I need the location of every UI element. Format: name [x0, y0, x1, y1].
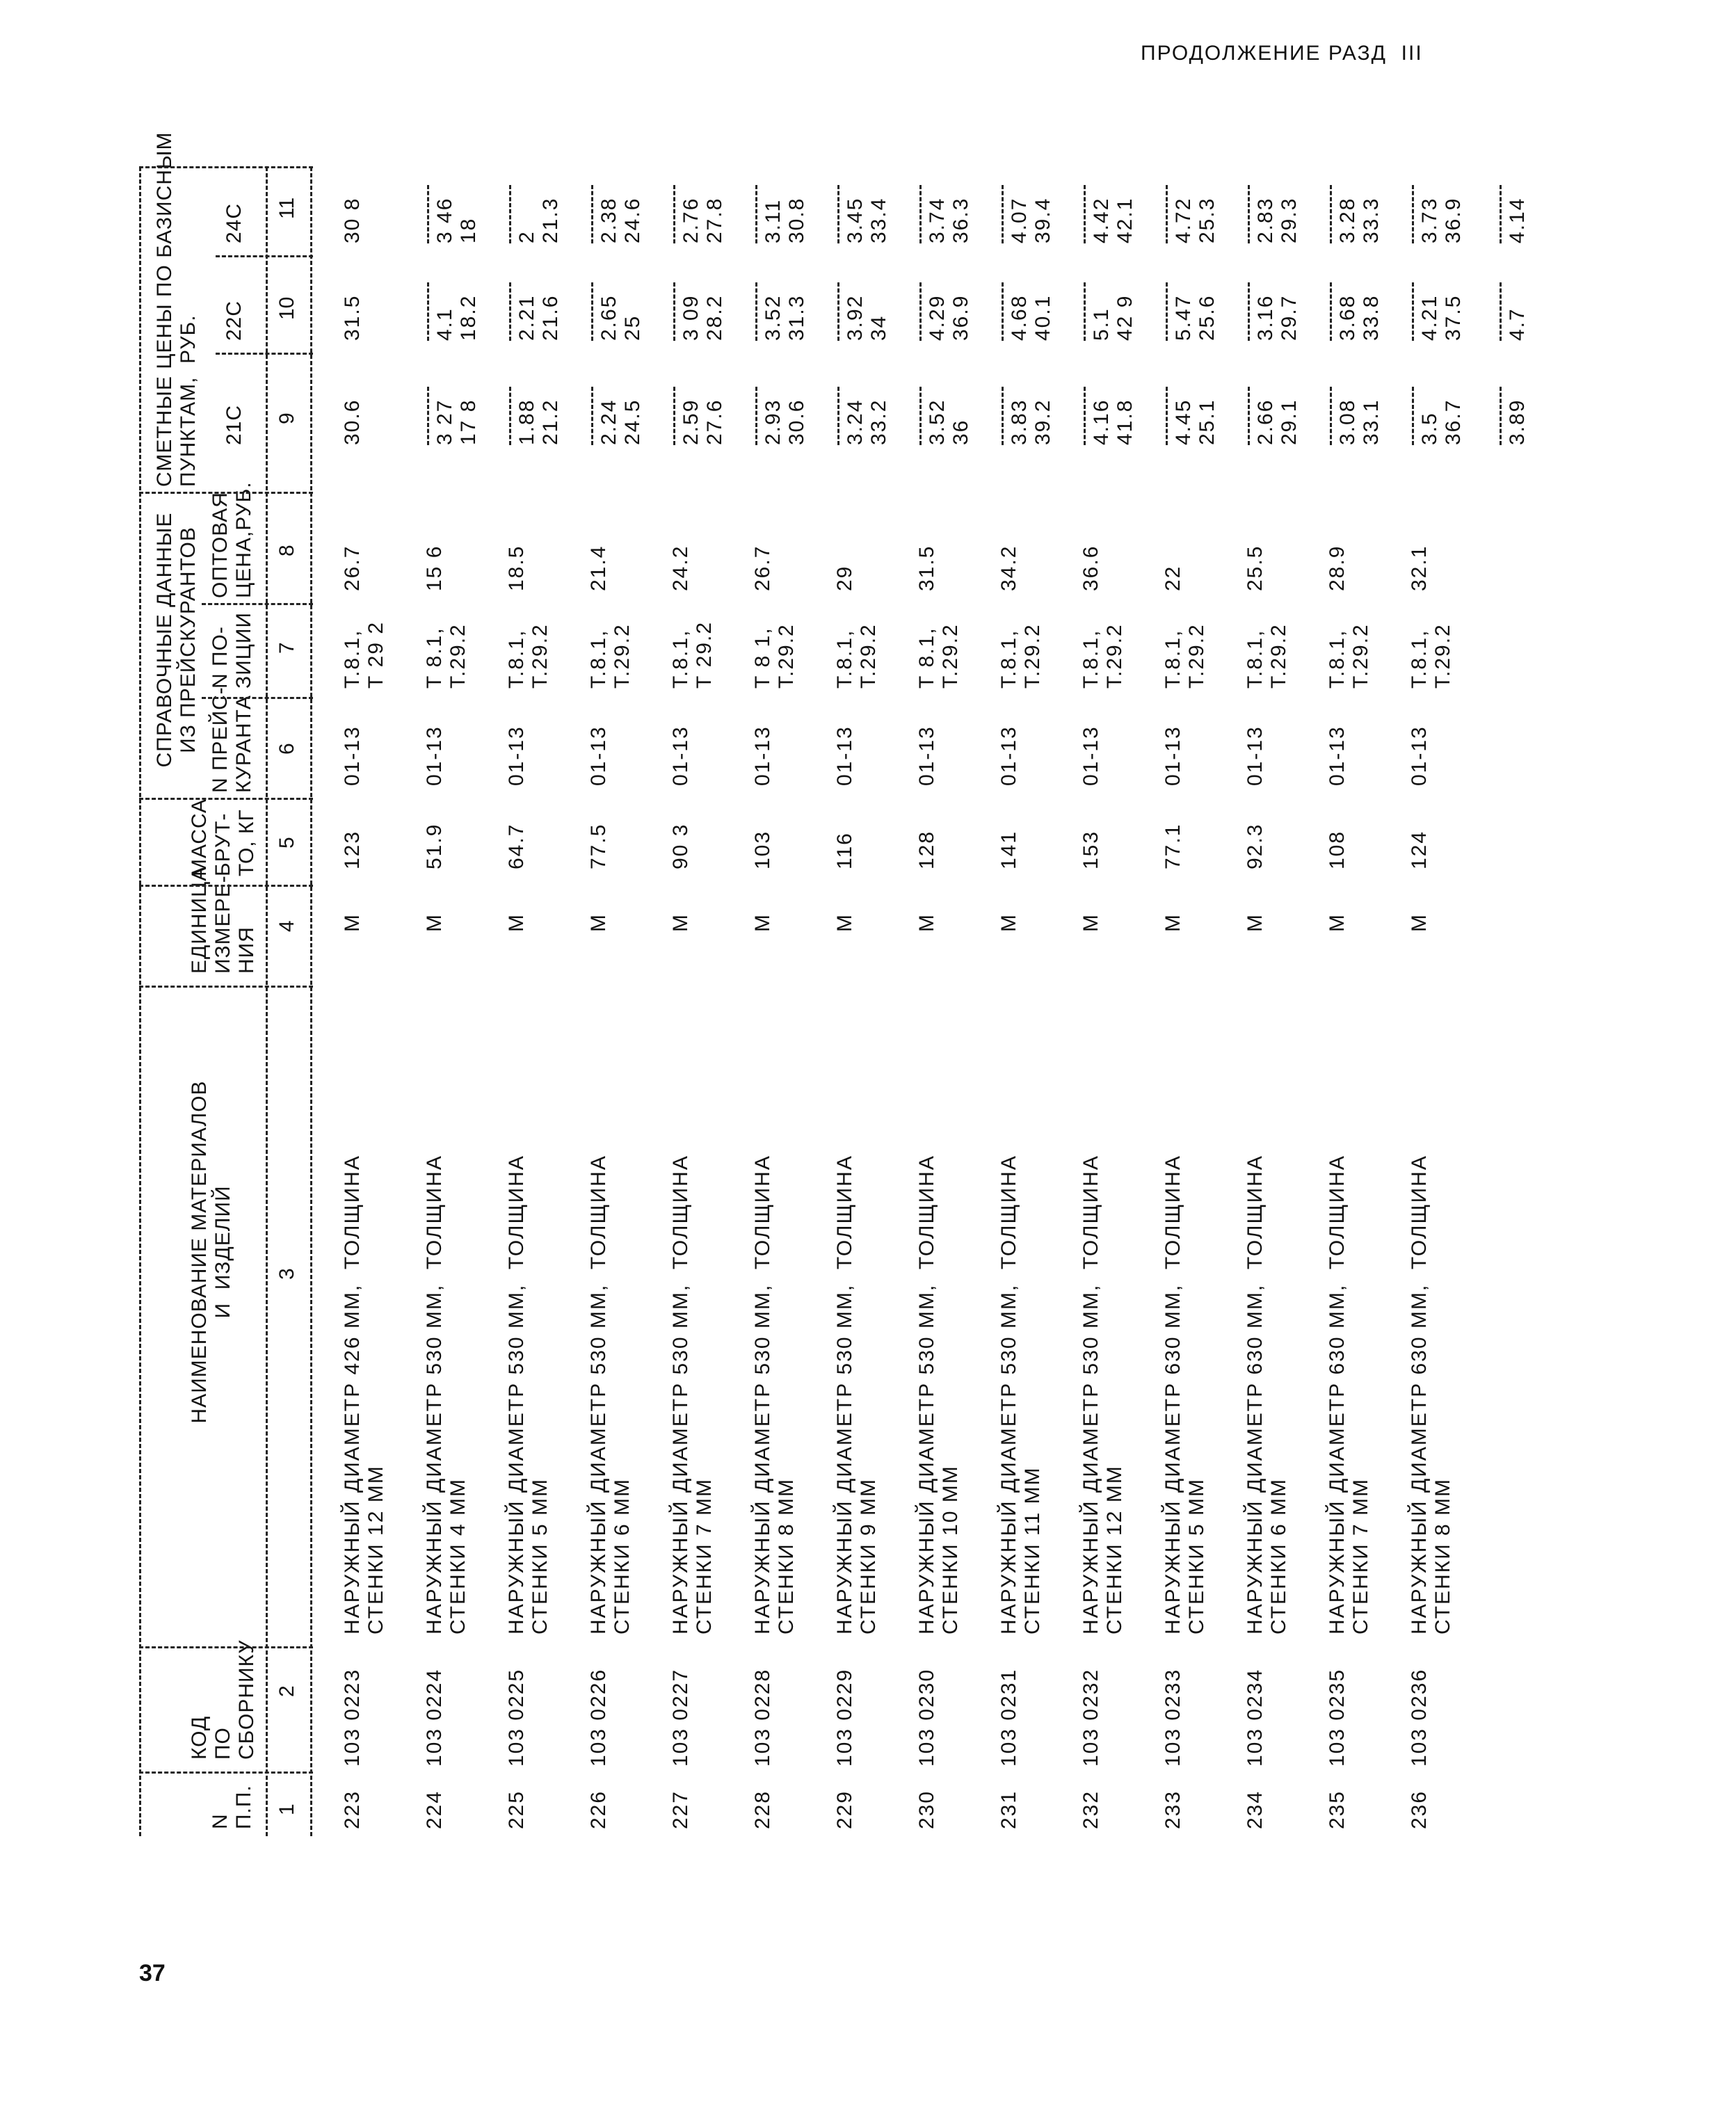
- colnum-5: 5: [275, 837, 298, 849]
- separator: [139, 798, 313, 800]
- row-price-21c: 4.45 25.1: [1162, 369, 1219, 445]
- row-unit: М: [1408, 913, 1431, 932]
- row-unit: М: [1244, 913, 1267, 932]
- header-wholesale: ОПТОВАЯ ЦЕНА,РУБ.: [209, 481, 255, 598]
- row-price-24c: 30 8: [341, 197, 364, 243]
- row-number: 225: [505, 1790, 528, 1829]
- row-unit: М: [587, 913, 610, 932]
- colnum-4: 4: [275, 920, 298, 932]
- separator: [216, 255, 313, 257]
- table-row: [833, 167, 914, 1836]
- row-wholesale: 22: [1162, 565, 1184, 591]
- table-row: [587, 167, 668, 1836]
- trailing-24c: 4.14: [1495, 167, 1529, 243]
- row-mass: 51.9: [423, 823, 446, 869]
- rotated-price-table: [139, 131, 1530, 1836]
- row-price-21c: 1.88 21.2: [505, 369, 563, 445]
- separator: [139, 885, 313, 887]
- row-pricelist: 01-13: [669, 725, 692, 786]
- row-code: 103 0227: [669, 1668, 692, 1767]
- row-number: 235: [1326, 1790, 1349, 1829]
- row-unit: М: [915, 913, 938, 932]
- row-number: 232: [1079, 1790, 1102, 1829]
- row-wholesale: 25.5: [1244, 545, 1267, 591]
- row-mass: 90 3: [669, 823, 692, 869]
- row-unit: М: [751, 913, 774, 932]
- table-row: [915, 167, 996, 1836]
- colnum-7: 7: [275, 642, 298, 654]
- row-position: Т.8.1, Т 29 2: [341, 620, 387, 689]
- row-mass: 77.5: [587, 823, 610, 869]
- row-unit: М: [423, 913, 446, 932]
- row-code: 103 0234: [1244, 1668, 1267, 1767]
- row-pricelist: 01-13: [1079, 725, 1102, 786]
- separator: [139, 986, 313, 988]
- row-position: Т 8.1, Т.29.2: [915, 623, 962, 689]
- header-name: НАИМЕНОВАНИЕ МАТЕРИАЛОВ И ИЗДЕЛИЙ: [188, 1080, 234, 1424]
- row-number: 228: [751, 1790, 774, 1829]
- colnum-3: 3: [275, 1268, 298, 1280]
- row-price-21c: 3.08 33.1: [1326, 369, 1383, 445]
- row-name: НАРУЖНЫЙ ДИАМЕТР 530 ММ, ТОЛЩИНА СТЕНКИ 7 ММ: [669, 1155, 716, 1634]
- row-price-22c: 31.5: [341, 294, 364, 341]
- trailing-22c: 4.7: [1495, 264, 1529, 341]
- row-pricelist: 01-13: [915, 725, 938, 786]
- row-wholesale: 15 6: [423, 545, 446, 591]
- row-mass: 141: [997, 830, 1020, 869]
- row-unit: М: [1079, 913, 1102, 932]
- row-price-22c: 2.21 21.6: [505, 264, 563, 341]
- row-price-22c: 2.65 25: [587, 264, 645, 341]
- colnum-11: 11: [275, 197, 298, 219]
- table-top-rule: [139, 167, 141, 1836]
- row-unit: М: [997, 913, 1020, 932]
- row-price-22c: 3.16 29.7: [1244, 264, 1301, 341]
- row-name: НАРУЖНЫЙ ДИАМЕТР 530 ММ, ТОЛЩИНА СТЕНКИ 5 ММ: [505, 1155, 552, 1634]
- table-row: [1079, 167, 1160, 1836]
- row-price-21c: 2.66 29.1: [1244, 369, 1301, 445]
- row-price-22c: 3.52 31.3: [751, 264, 809, 341]
- row-code: 103 0232: [1079, 1668, 1102, 1767]
- row-mass: 64.7: [505, 823, 528, 869]
- row-code: 103 0228: [751, 1668, 774, 1767]
- separator: [139, 492, 313, 494]
- row-unit: М: [833, 913, 856, 932]
- row-pricelist: 01-13: [587, 725, 610, 786]
- header-position: N ПО- ЗИЦИИ: [209, 612, 255, 689]
- row-price-22c: 5.47 25.6: [1162, 264, 1219, 341]
- header-21c: 21С: [223, 404, 246, 445]
- table-row: [669, 167, 750, 1836]
- continuation-title: ПРОДОЛЖЕНИЕ РАЗД III: [1141, 42, 1423, 65]
- row-price-24c: 4.07 39.4: [997, 167, 1055, 243]
- header-rule: [266, 167, 268, 1836]
- row-price-21c: 2.93 30.6: [751, 369, 809, 445]
- row-name: НАРУЖНЫЙ ДИАМЕТР 530 ММ, ТОЛЩИНА СТЕНКИ 12 ММ: [1079, 1155, 1126, 1634]
- row-name: НАРУЖНЫЙ ДИАМЕТР 630 ММ, ТОЛЩИНА СТЕНКИ 5 ММ: [1162, 1155, 1208, 1634]
- row-position: Т.8.1, Т.29.2: [505, 623, 552, 689]
- header-estimate-group: СМЕТНЫЕ ЦЕНЫ ПО БАЗИСНЫМ ПУНКТАМ, РУБ.: [153, 131, 200, 487]
- row-price-21c: 2.59 27.6: [669, 369, 727, 445]
- row-pricelist: 01-13: [505, 725, 528, 786]
- row-mass: 108: [1326, 830, 1349, 869]
- row-unit: М: [341, 913, 364, 932]
- header-pricelist: N ПРЕЙС- КУРАНТА: [209, 686, 255, 793]
- row-price-24c: 2.38 24.6: [587, 167, 645, 243]
- separator: [202, 603, 313, 605]
- row-name: НАРУЖНЫЙ ДИАМЕТР 630 ММ, ТОЛЩИНА СТЕНКИ 6 ММ: [1244, 1155, 1290, 1634]
- row-price-22c: 4.21 37.5: [1408, 264, 1465, 341]
- row-name: НАРУЖНЫЙ ДИАМЕТР 630 ММ, ТОЛЩИНА СТЕНКИ 7 ММ: [1326, 1155, 1372, 1634]
- header-24c: 24С: [223, 202, 246, 243]
- row-name: НАРУЖНЫЙ ДИАМЕТР 530 ММ, ТОЛЩИНА СТЕНКИ 10 ММ: [915, 1155, 962, 1634]
- header-unit: ЕДИНИЦА ИЗМЕРЕ- НИЯ: [188, 866, 258, 974]
- row-position: Т.8.1, Т.29.2: [1162, 623, 1208, 689]
- row-number: 236: [1408, 1790, 1431, 1829]
- row-price-22c: 4.29 36.9: [915, 264, 973, 341]
- row-wholesale: 26.7: [751, 545, 774, 591]
- row-position: Т 8 1, Т.29.2: [751, 623, 798, 689]
- table-row: [997, 167, 1078, 1836]
- row-pricelist: 01-13: [751, 725, 774, 786]
- separator: [202, 697, 313, 699]
- row-wholesale: 34.2: [997, 545, 1020, 591]
- row-number: 229: [833, 1790, 856, 1829]
- row-pricelist: 01-13: [1408, 725, 1431, 786]
- row-unit: М: [505, 913, 528, 932]
- row-name: НАРУЖНЫЙ ДИАМЕТР 530 ММ, ТОЛЩИНА СТЕНКИ 6 ММ: [587, 1155, 634, 1634]
- row-position: Т.8.1, Т.29.2: [1408, 623, 1454, 689]
- row-position: Т.8.1, Т.29.2: [1244, 623, 1290, 689]
- row-number: 230: [915, 1790, 938, 1829]
- row-name: НАРУЖНЫЙ ДИАМЕТР 530 ММ, ТОЛЩИНА СТЕНКИ 9 ММ: [833, 1155, 880, 1634]
- row-wholesale: 24.2: [669, 545, 692, 591]
- row-unit: М: [1326, 913, 1349, 932]
- table-row: [1326, 167, 1406, 1836]
- row-pricelist: 01-13: [997, 725, 1020, 786]
- row-wholesale: 28.9: [1326, 545, 1349, 591]
- row-unit: М: [669, 913, 692, 932]
- row-price-24c: 3.11 30.8: [751, 167, 809, 243]
- row-position: Т.8.1, Т.29.2: [997, 623, 1044, 689]
- row-price-24c: 3.74 36.3: [915, 167, 973, 243]
- colnum-6: 6: [275, 743, 298, 755]
- row-price-21c: 30.6: [341, 399, 364, 445]
- row-name: НАРУЖНЫЙ ДИАМЕТР 530 ММ, ТОЛЩИНА СТЕНКИ 11 ММ: [997, 1155, 1044, 1634]
- row-code: 103 0229: [833, 1668, 856, 1767]
- row-mass: 116: [833, 832, 856, 869]
- row-mass: 123: [341, 830, 364, 869]
- row-code: 103 0233: [1162, 1668, 1184, 1767]
- trailing-21c: 3.89: [1495, 369, 1529, 445]
- table-row: [1244, 167, 1324, 1836]
- row-price-21c: 3.24 33.2: [833, 369, 891, 445]
- row-price-22c: 3.68 33.8: [1326, 264, 1383, 341]
- row-price-22c: 3 09 28.2: [669, 264, 727, 341]
- row-price-24c: 2 21.3: [505, 167, 563, 243]
- row-pricelist: 01-13: [1244, 725, 1267, 786]
- row-pricelist: 01-13: [341, 725, 364, 786]
- row-number: 231: [997, 1790, 1020, 1829]
- row-wholesale: 32.1: [1408, 545, 1431, 591]
- row-name: НАРУЖНЫЙ ДИАМЕТР 530 ММ, ТОЛЩИНА СТЕНКИ 4 ММ: [423, 1155, 469, 1634]
- row-position: Т.8.1, Т.29.2: [1326, 623, 1372, 689]
- row-price-24c: 2.76 27.8: [669, 167, 727, 243]
- row-mass: 92.3: [1244, 823, 1267, 869]
- row-pricelist: 01-13: [1326, 725, 1349, 786]
- row-pricelist: 01-13: [423, 725, 446, 786]
- row-price-24c: 4.42 42.1: [1079, 167, 1137, 243]
- row-code: 103 0236: [1408, 1668, 1431, 1767]
- row-wholesale: 36.6: [1079, 545, 1102, 591]
- separator: [139, 1646, 313, 1648]
- row-position: Т.8.1, Т 29.2: [669, 620, 716, 689]
- row-code: 103 0226: [587, 1668, 610, 1767]
- row-price-22c: 3.92 34: [833, 264, 891, 341]
- row-code: 103 0235: [1326, 1668, 1349, 1767]
- row-pricelist: 01-13: [1162, 725, 1184, 786]
- row-number: 227: [669, 1790, 692, 1829]
- row-wholesale: 18.5: [505, 545, 528, 591]
- table-row: [751, 167, 832, 1836]
- row-code: 103 0231: [997, 1668, 1020, 1767]
- table-row: [505, 167, 586, 1836]
- row-price-21c: 3.83 39.2: [997, 369, 1055, 445]
- header-22c: 22С: [223, 300, 246, 341]
- colnum-1: 1: [275, 1803, 298, 1815]
- row-mass: 153: [1079, 830, 1102, 869]
- separator: [139, 1771, 313, 1774]
- row-unit: М: [1162, 913, 1184, 932]
- row-price-22c: 5.1 42 9: [1079, 264, 1137, 341]
- row-position: Т.8.1, Т.29.2: [587, 623, 634, 689]
- separator: [139, 166, 313, 168]
- row-price-24c: 2.83 29.3: [1244, 167, 1301, 243]
- table-row: [423, 167, 504, 1836]
- row-code: 103 0223: [341, 1668, 364, 1767]
- row-position: Т 8.1, Т.29.2: [423, 623, 469, 689]
- row-number: 234: [1244, 1790, 1267, 1829]
- row-number: 223: [341, 1790, 364, 1829]
- row-position: Т.8.1, Т.29.2: [1079, 623, 1126, 689]
- row-name: НАРУЖНЫЙ ДИАМЕТР 530 ММ, ТОЛЩИНА СТЕНКИ 8 ММ: [751, 1155, 798, 1634]
- row-number: 224: [423, 1790, 446, 1829]
- header-code: КОД ПО СБОРНИКУ: [188, 1639, 258, 1760]
- row-number: 233: [1162, 1790, 1184, 1829]
- row-price-22c: 4.68 40.1: [997, 264, 1055, 341]
- row-position: Т.8.1, Т.29.2: [833, 623, 880, 689]
- row-code: 103 0225: [505, 1668, 528, 1767]
- row-price-22c: 4.1 18.2: [423, 264, 481, 341]
- row-mass: 128: [915, 830, 938, 869]
- row-mass: 77.1: [1162, 823, 1184, 869]
- row-mass: 103: [751, 830, 774, 869]
- colnum-2: 2: [275, 1685, 298, 1697]
- row-price-24c: 3.73 36.9: [1408, 167, 1465, 243]
- row-price-21c: 2.24 24.5: [587, 369, 645, 445]
- colnum-8: 8: [275, 545, 298, 556]
- colnum-10: 10: [275, 296, 298, 320]
- row-price-24c: 3.28 33.3: [1326, 167, 1383, 243]
- row-code: 103 0224: [423, 1668, 446, 1767]
- row-price-21c: 3.52 36: [915, 369, 973, 445]
- row-price-24c: 3 46 18: [423, 167, 481, 243]
- row-name: НАРУЖНЫЙ ДИАМЕТР 426 ММ, ТОЛЩИНА СТЕНКИ 12 ММ: [341, 1155, 387, 1634]
- header-mass: МАССА БРУТ- ТО, КГ: [188, 798, 258, 876]
- header-reference-group: СПРАВОЧНЫЕ ДАННЫЕ ИЗ ПРЕЙСКУРАНТОВ: [153, 512, 200, 768]
- row-wholesale: 31.5: [915, 545, 938, 591]
- page-number: 37: [139, 1960, 166, 1986]
- table-row: [1162, 167, 1242, 1836]
- row-price-24c: 3.45 33.4: [833, 167, 891, 243]
- row-price-21c: 3.5 36.7: [1408, 369, 1465, 445]
- row-wholesale: 29: [833, 565, 856, 591]
- colnum-9: 9: [275, 412, 298, 424]
- separator: [216, 353, 313, 355]
- table-row: [1408, 167, 1488, 1836]
- row-wholesale: 26.7: [341, 545, 364, 591]
- table-row: [341, 167, 421, 1836]
- row-pricelist: 01-13: [833, 725, 856, 786]
- row-code: 103 0230: [915, 1668, 938, 1767]
- row-price-24c: 4.72 25.3: [1162, 167, 1219, 243]
- row-name: НАРУЖНЫЙ ДИАМЕТР 630 ММ, ТОЛЩИНА СТЕНКИ 8 ММ: [1408, 1155, 1454, 1634]
- row-wholesale: 21.4: [587, 545, 610, 591]
- row-mass: 124: [1408, 830, 1431, 869]
- row-price-21c: 4.16 41.8: [1079, 369, 1137, 445]
- row-price-21c: 3 27 17 8: [423, 369, 481, 445]
- column-number-rule: [310, 167, 312, 1836]
- header-n: N П.П.: [209, 1785, 255, 1829]
- row-number: 226: [587, 1790, 610, 1829]
